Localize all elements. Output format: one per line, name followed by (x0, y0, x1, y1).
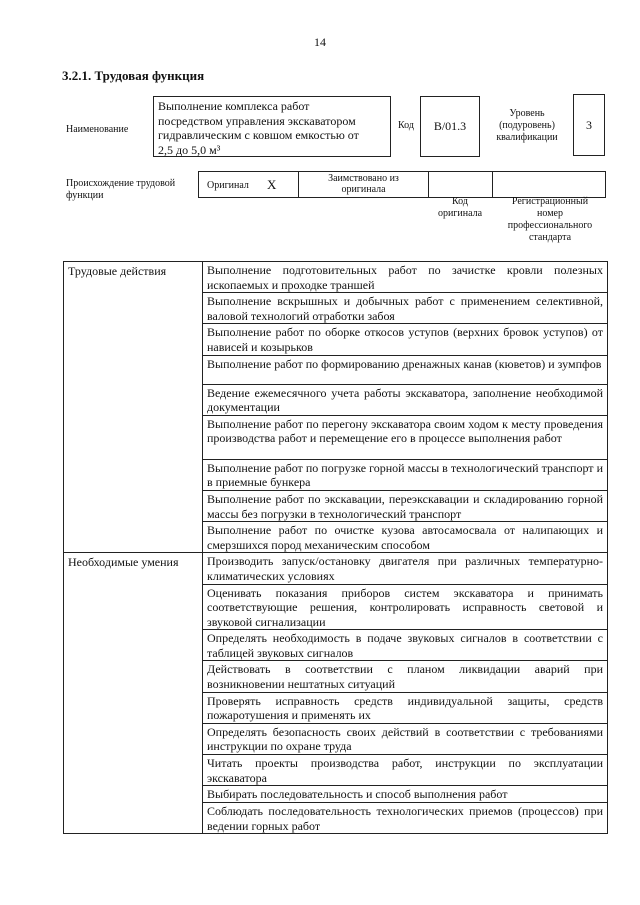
original-mark: X (267, 177, 277, 192)
qualification-level-box: 3 (573, 94, 605, 156)
function-name-line: 2,5 до 5,0 м³ (158, 142, 221, 157)
skill-item: Читать проекты производства работ, инструкции по эксплуатации экскаватора (203, 755, 608, 786)
table-row (64, 262, 608, 293)
labor-action-item: Ведение ежемесячного учета работы экскаватора, заполнение необходимой документации (203, 384, 608, 415)
section-title: 3.2.1. Трудовая функция (62, 68, 205, 83)
reg-number-line: стандарта (528, 232, 572, 243)
function-name-box (153, 96, 391, 157)
level-label-line: (подуровень) (499, 120, 555, 131)
labor-action-item: Выполнение работ по оборке откосов уступов (верхних бровок уступов) от нависей и козырьков (203, 324, 608, 355)
origin-label (66, 178, 196, 202)
code-original-cell (429, 172, 493, 197)
labor-action-item: Выполнение работ по погрузке горной массы в технологический транспорт и в приемные бункера (203, 459, 608, 490)
skill-item: Проверять исправность средств индивидуальной защиты, средств пожаротушения и применять их (203, 692, 608, 723)
code-label: Код (398, 120, 414, 131)
reg-number-cell (493, 172, 605, 197)
labor-function-table (63, 261, 608, 834)
borrowed-label-line: оригинала (341, 184, 386, 195)
origin-row (198, 171, 606, 198)
skills-label: Необходимые умения (64, 553, 203, 834)
borrowed-cell (299, 172, 429, 197)
table-row (64, 553, 608, 584)
labor-action-item: Выполнение подготовительных работ по зачистке кровли полезных ископаемых и проходке траншей (203, 262, 608, 293)
level-label-line: квалификации (496, 132, 558, 143)
reg-number-line: профессионального (507, 220, 593, 231)
labor-action-item: Выполнение работ по формированию дренажных канав (кюветов) и зумпфов (203, 355, 608, 384)
function-name-line: посредством управления экскаватором (158, 113, 356, 128)
original-label: Оригинал (207, 180, 249, 191)
skill-item: Оценивать показания приборов систем экскаватора и принимать соответствующие решения, контролировать исправность световой и звуковой сигнализации (203, 584, 608, 630)
reg-number-label (494, 196, 606, 244)
code-value-box: B/01.3 (420, 96, 480, 157)
function-name-line: гидравлическим с ковшом емкостью от (158, 128, 359, 142)
original-cell (199, 172, 299, 197)
function-name-line: Выполнение комплекса работ (158, 99, 310, 113)
code-original-line: оригинала (437, 208, 483, 219)
origin-label-line: Происхождение трудовой (66, 178, 176, 189)
labor-action-item: Выполнение вскрышных и добычных работ с применением селективной, валовой технологий отработки забоя (203, 293, 608, 324)
skill-item: Выбирать последовательность и способ выполнения работ (203, 786, 608, 803)
name-label: Наименование (66, 124, 129, 135)
reg-number-line: номер (537, 208, 563, 219)
skill-item: Производить запуск/остановку двигателя при различных температурно-климатических условиях (203, 553, 608, 584)
labor-action-item: Выполнение работ по очистке кузова автосамосвала от налипающих и смерзшихся пород механическим способом (203, 522, 608, 553)
code-original-label (428, 196, 492, 220)
level-label-line: Уровень (509, 108, 545, 119)
skill-item: Определять необходимость в подаче звуковых сигналов в соответствии с таблицей звуковых сигналов (203, 630, 608, 661)
skill-item: Действовать в соответствии с планом ликвидации аварий при возникновении нештатных ситуаций (203, 661, 608, 692)
borrowed-label-line: Заимствовано из (328, 173, 399, 184)
labor-action-item: Выполнение работ по экскавации, переэкскавации и складированию горной массы без погрузки в технологический транспорт (203, 490, 608, 521)
page-number: 14 (314, 35, 326, 49)
reg-number-line: Регистрационный (511, 196, 589, 207)
qualification-level-label (489, 108, 565, 144)
code-original-line: Код (452, 196, 468, 207)
labor-actions-label: Трудовые действия (64, 262, 203, 553)
skill-item: Определять безопасность своих действий в соответствии с требованиями инструкции по охране труда (203, 723, 608, 754)
origin-label-line: функции (66, 190, 104, 201)
skill-item: Соблюдать последовательность технологических приемов (процессов) при ведении горных работ (203, 803, 608, 834)
labor-action-item: Выполнение работ по перегону экскаватора своим ходом к месту проведения производства работ и перемещение его в процессе выполнения работ (203, 415, 608, 459)
